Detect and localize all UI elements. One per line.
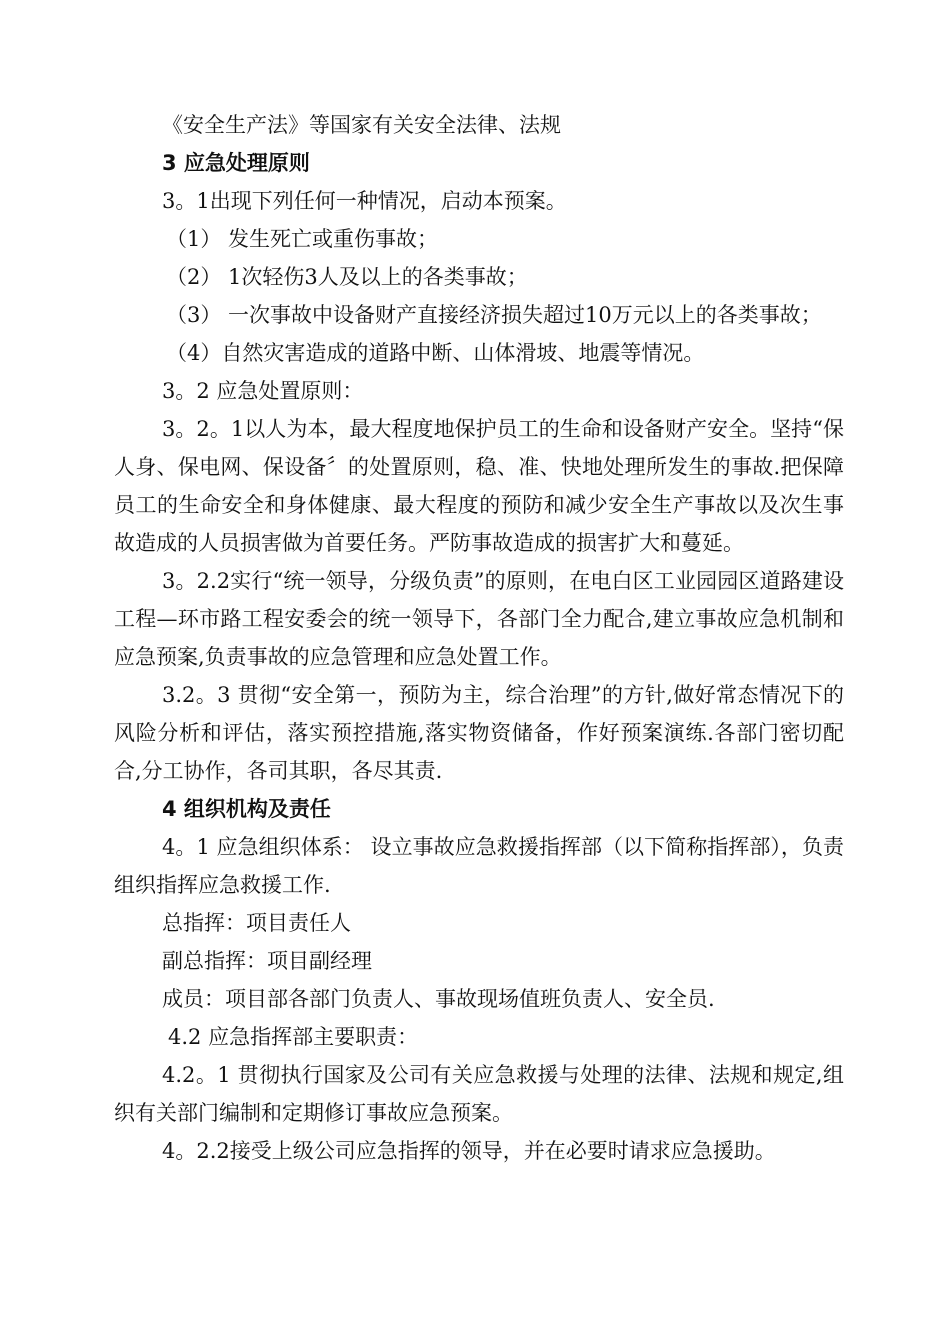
paragraph-3-2-1: 3。2。1以人为本，最大程度地保护员工的生命和设备财产安全。坚持“保人身、保电网、保设备〞的处置原则，稳、准、快地处理所发生的事故.把保障员工的生命安全和身体健康、最大程度的预防和减少安全生产事故以及次生事故造成的人员损害做为首要任务。严防事故造成的损害扩大和蔓延。 (114, 417, 844, 555)
paragraph-deputy-commander: 副总指挥：项目副经理 (162, 949, 372, 973)
paragraph-members: 成员：项目部各部门负责人、事故现场值班负责人、安全员. (162, 987, 715, 1011)
list-item-4: （4）自然灾害造成的道路中断、山体滑坡、地震等情况。 (166, 341, 705, 365)
paragraph-4-1: 4。1 应急组织体系： 设立事故应急救援指挥部（以下简称指挥部），负责组织指挥应急救援工作. (114, 835, 844, 897)
section-heading-4: 4 组织机构及责任 (162, 797, 331, 821)
paragraph-4-2-1: 4.2。1 贯彻执行国家及公司有关应急救援与处理的法律、法规和规定,组织有关部门编制和定期修订事故应急预案。 (114, 1063, 844, 1125)
paragraph-4-2-2: 4。2.2接受上级公司应急指挥的领导，并在必要时请求应急援助。 (162, 1139, 776, 1163)
paragraph-3-2-2: 3。2.2实行“统一领导，分级负责”的原则，在电白区工业园园区道路建设工程—环市路工程安委会的统一领导下，各部门全力配合,建立事故应急机制和应急预案,负责事故的应急管理和应急处置工作。 (114, 569, 844, 669)
paragraph-3-2-3: 3.2。3 贯彻“安全第一，预防为主，综合治理”的方针,做好常态情况下的风险分析和评估，落实预控措施,落实物资储备，作好预案演练.各部门密切配合,分工协作，各司其职，各尽其责. (114, 683, 844, 783)
document-body (114, 106, 844, 1170)
paragraph-law-reference: 《安全生产法》等国家有关安全法律、法规 (162, 113, 561, 137)
list-item-3: （3） 一次事故中设备财产直接经济损失超过10万元以上的各类事故； (166, 303, 822, 327)
paragraph-3-1: 3。1出现下列任何一种情况，启动本预案。 (162, 189, 567, 213)
paragraph-4-2: 4.2 应急指挥部主要职责： (168, 1025, 419, 1049)
paragraph-commander: 总指挥：项目责任人 (162, 911, 351, 935)
list-item-2: （2） 1次轻伤3人及以上的各类事故； (166, 265, 528, 289)
list-item-1: （1） 发生死亡或重伤事故； (166, 227, 439, 251)
section-heading-3: 3 应急处理原则 (162, 151, 310, 175)
paragraph-3-2: 3。2 应急处置原则： (162, 379, 364, 403)
